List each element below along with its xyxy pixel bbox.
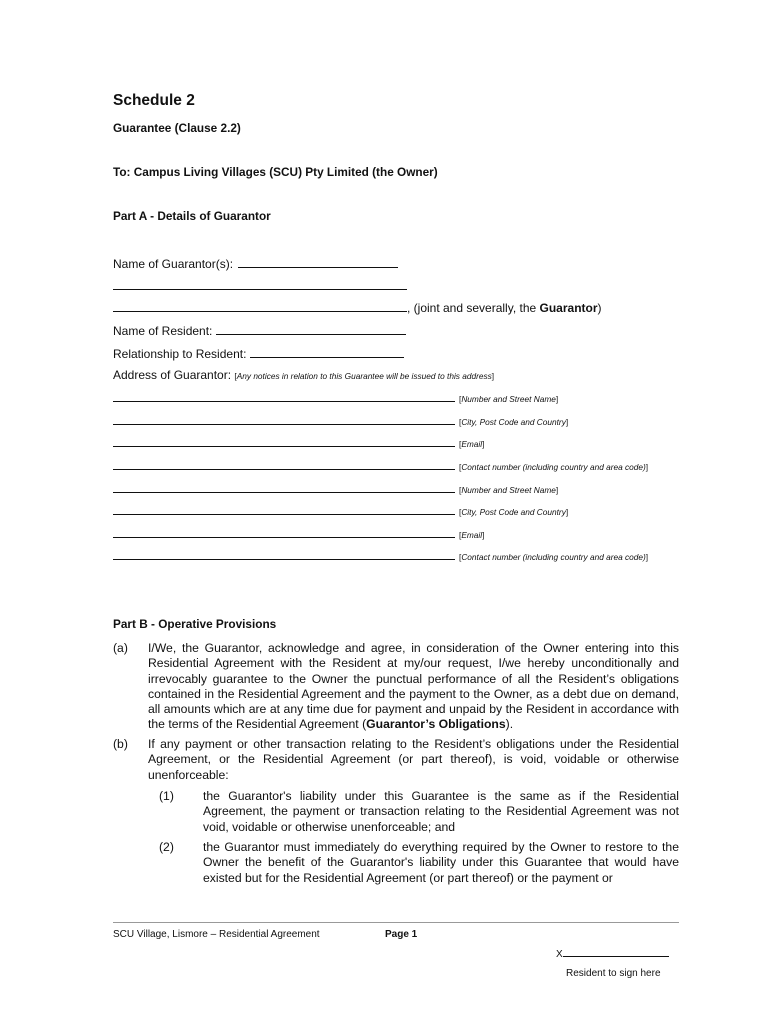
clause-a-body: I/We, the Guarantor, acknowledge and agree, in consideration of the Owner entering into this Residential Agreement with the Resident at my/our request, I/we hereby unconditionally and irrevocably guarantee to the Owner the punctual performance of all the Resident’s obligations contained in the Residential Agreement and the payment to the Owner, as a debt due on demand, all amounts which are at any time due for payment and unpaid by the Resident in accordance with the terms of the Residential Agreement ( [148,641,679,732]
resident-name-row [113,323,406,338]
address-line: [Number and Street Name] [113,393,558,404]
address-field[interactable] [113,416,455,425]
address-line: [City, Post Code and Country] [113,416,568,427]
address-line: [Number and Street Name] [113,484,558,495]
clause-b-label: (b) [113,737,128,751]
address-field-label: Email [461,439,483,449]
clause-b-text: If any payment or other transaction relating to the Resident’s obligations under the Residential Agreement, or the Residential Agreement (or part thereof), is void, voidable or otherwise unenforceable: [148,737,679,782]
relationship-label: Relationship to Resident: [113,347,247,361]
guarantor-joint-row [113,300,602,315]
address-field-label: Contact number (including country and area code) [461,552,646,562]
guarantor-name-field-2[interactable] [113,278,407,290]
clause-a-text [148,641,679,733]
address-field[interactable] [113,551,455,560]
address-label: Address of Guarantor: [113,368,232,382]
address-field-label: City, Post Code and Country [461,417,566,427]
guarantor-name-label: Name of Guarantor(s): [113,257,234,271]
address-field[interactable] [113,393,455,402]
clause-b1-label: (1) [159,789,174,803]
address-field-label: Email [461,530,483,540]
clause-b2-label: (2) [159,840,174,854]
relationship-row [113,346,404,361]
footer-title: SCU Village, Lismore – Residential Agreement [113,929,320,940]
clause-a-end: ). [505,717,514,732]
relationship-field[interactable] [250,346,404,358]
guarantor-name-row [113,256,398,271]
guarantor-name-field-3[interactable] [113,300,407,312]
address-line: [Email] [113,529,484,540]
signature-row [556,947,669,960]
address-line: [Contact number (including country and area code)] [113,551,648,562]
address-field[interactable] [113,461,455,470]
address-field-label: Number and Street Name [461,485,556,495]
address-field-label: City, Post Code and Country [461,507,566,517]
address-field[interactable] [113,529,455,538]
signature-mark: X [556,949,563,960]
clause-a-bold: Guarantor’s Obligations [366,717,506,732]
signature-label: Resident to sign here [566,968,661,979]
address-line: [Email] [113,438,484,449]
address-line: [Contact number (including country and area code)] [113,461,648,472]
page-number: Page 1 [385,929,418,940]
address-field-label: Number and Street Name [461,394,556,404]
guarantor-name-field[interactable] [238,256,398,268]
addressee-line: To: Campus Living Villages (SCU) Pty Limited (the Owner) [113,165,438,179]
address-line: [City, Post Code and Country] [113,506,568,517]
part-a-heading: Part A - Details of Guarantor [113,209,271,223]
resident-name-field[interactable] [216,323,406,335]
joint-bold-term: Guarantor [539,301,598,315]
address-field[interactable] [113,506,455,515]
schedule-title: Schedule 2 [113,92,195,109]
signature-field[interactable] [563,947,669,957]
address-row: Address of Guarantor: [Any notices in relation to this Guarantee will be issued to this address] [113,368,495,382]
clause-b2-text: the Guarantor must immediately do everything required by the Owner to restore to the Owner the benefit of the Guarantor's liability under this Guarantee that would have existed but for the Residential Agreement (or part thereof) or the payment or [203,840,679,885]
address-field[interactable] [113,484,455,493]
part-b-heading: Part B - Operative Provisions [113,617,277,631]
address-note: Any notices in relation to this Guarantee will be issued to this address [236,371,492,381]
clause-a-label: (a) [113,641,128,655]
footer-divider [113,922,679,923]
schedule-subtitle: Guarantee (Clause 2.2) [113,121,241,135]
resident-name-label: Name of Resident: [113,324,213,338]
joint-prefix: , (joint and severally, the [407,301,540,315]
address-field[interactable] [113,438,455,447]
clause-b1-text: the Guarantor's liability under this Guarantee is the same as if the Residential Agreement, the payment or transaction relating to the Residential Agreement was not void, voidable or otherwise unenforceable; and [203,789,679,834]
joint-suffix: ) [597,301,602,315]
address-field-label: Contact number (including country and area code) [461,462,646,472]
